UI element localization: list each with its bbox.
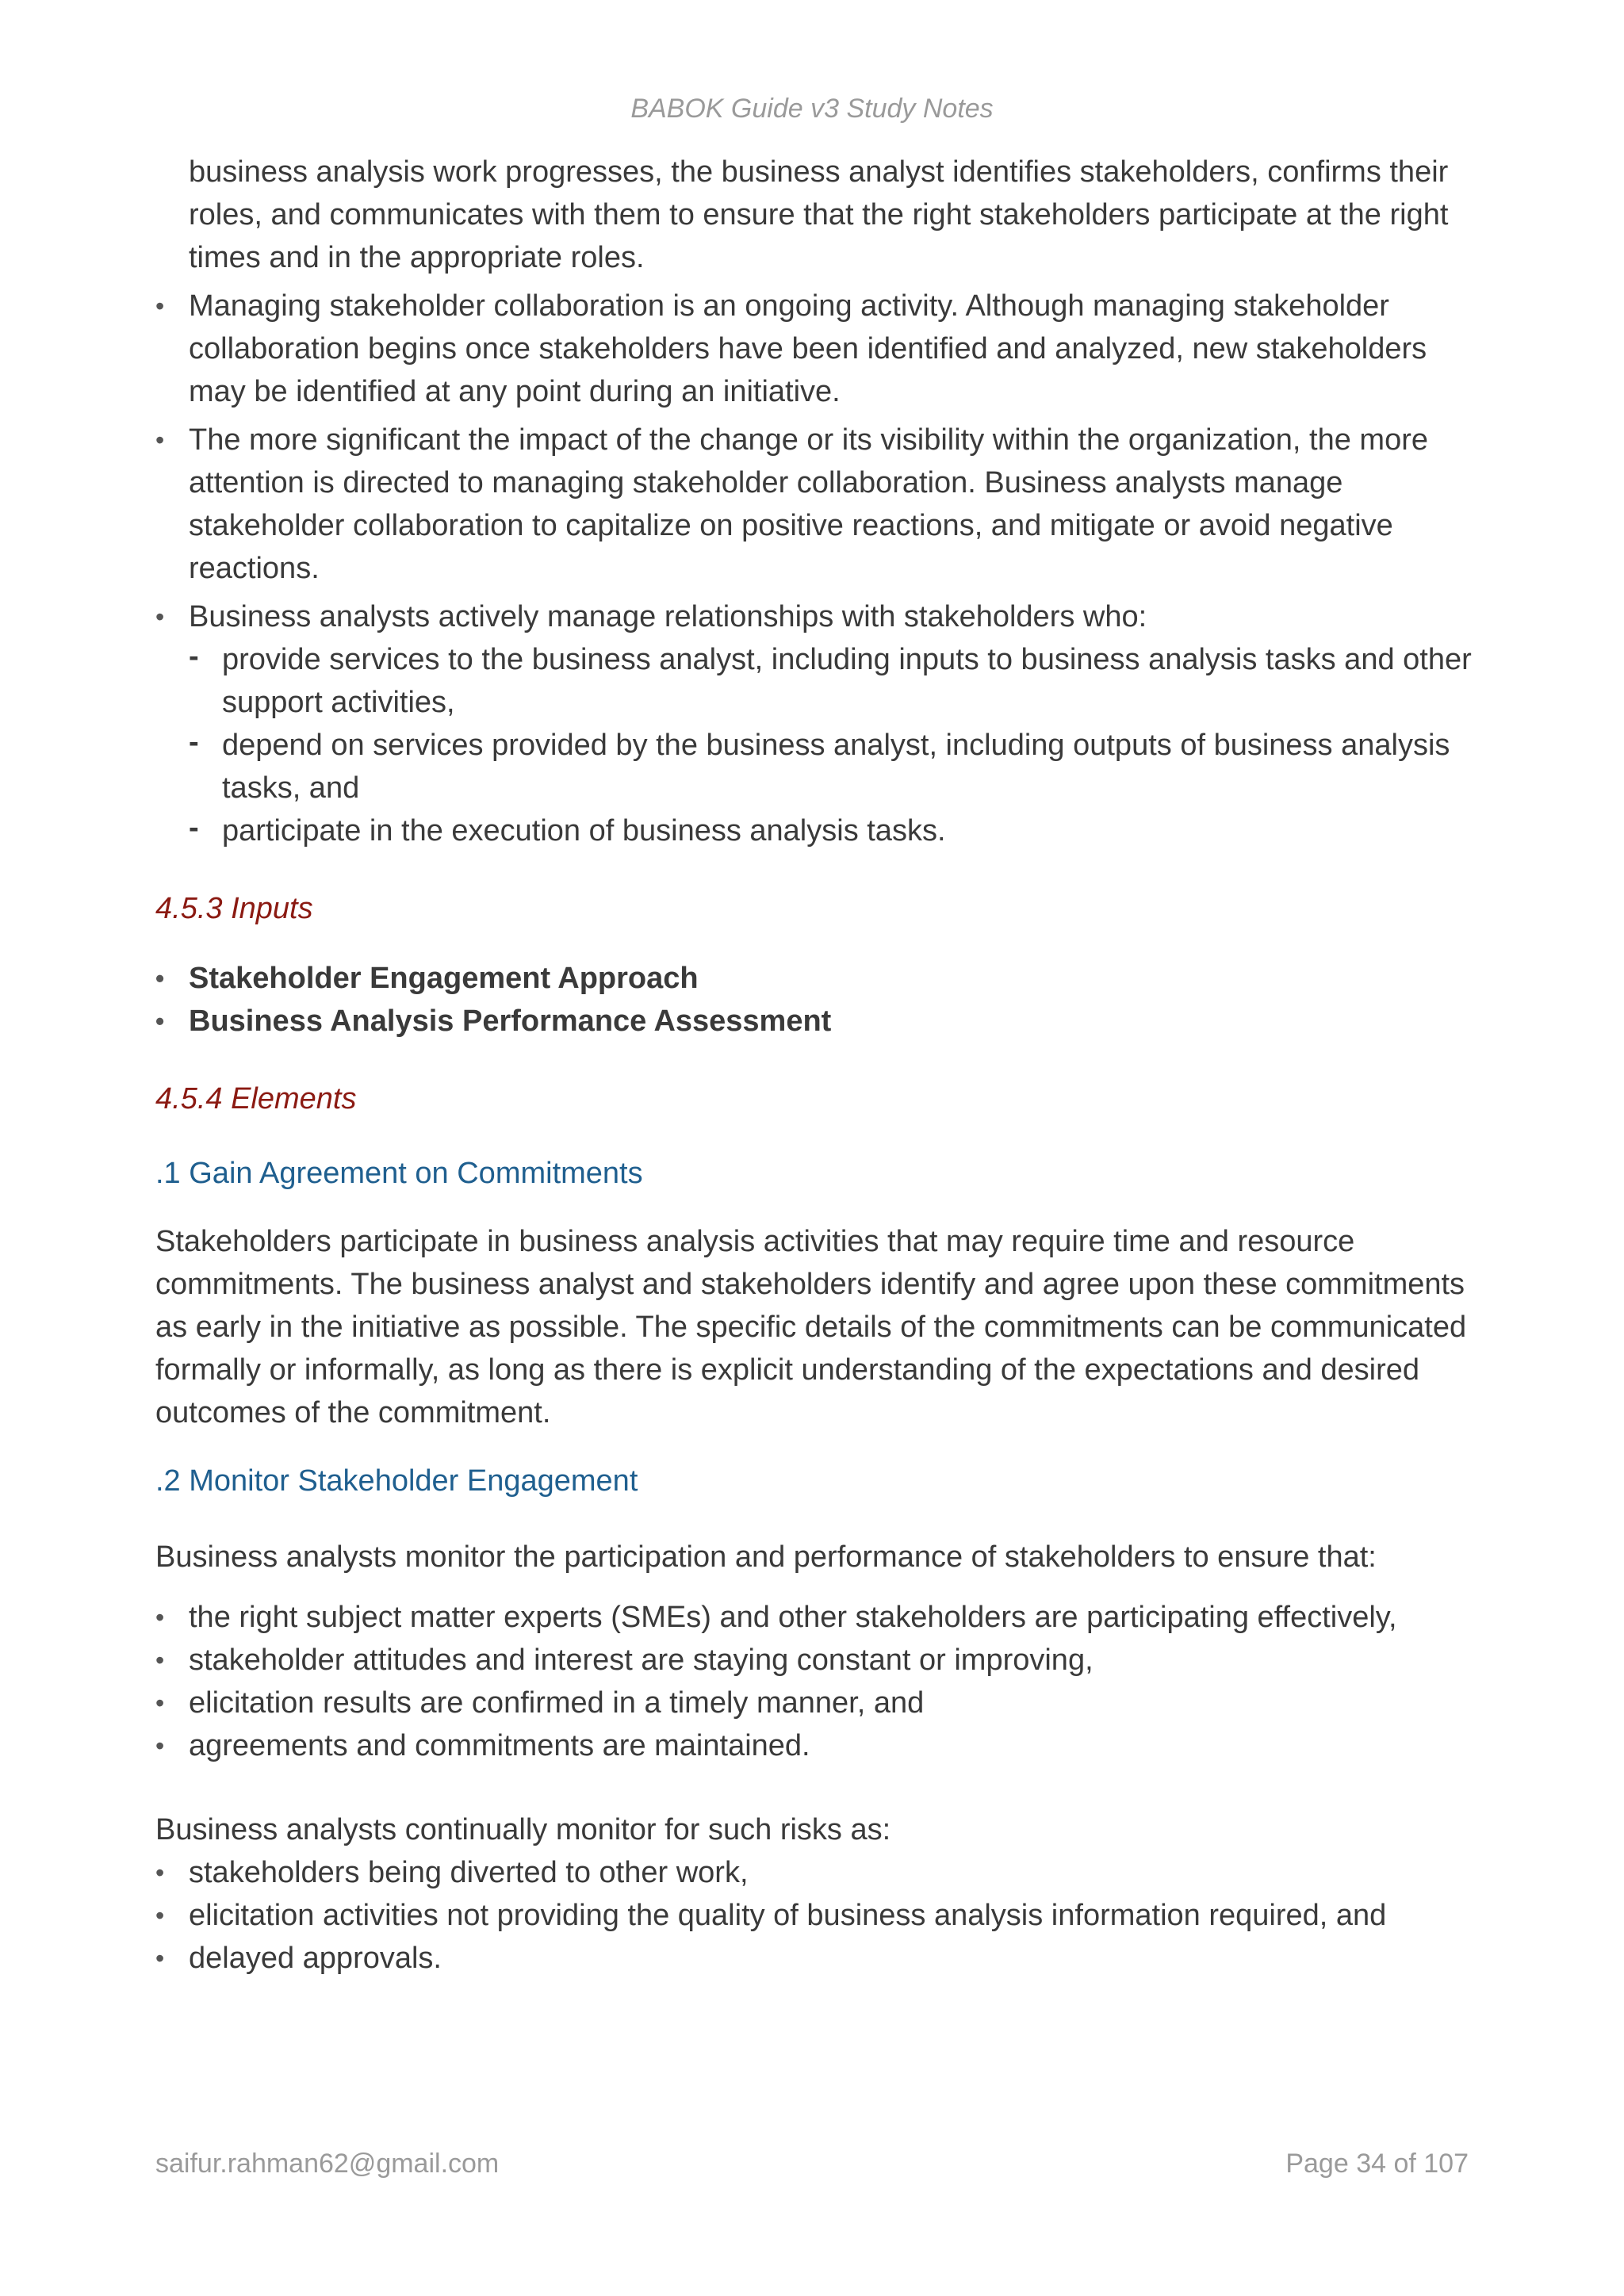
list-item: • elicitation results are confirmed in a timely manner, and (155, 1682, 1480, 1724)
footer-page-number: Page 34 of 107 (1285, 2149, 1469, 2179)
list-item: • stakeholder attitudes and interest are staying constant or improving, (155, 1639, 1480, 1682)
list-item-text: Business analysts actively manage relationships with stakeholders who: (189, 600, 1147, 633)
page-content (155, 151, 1480, 1980)
list-item: • stakeholders being diverted to other work, (155, 1851, 1480, 1894)
inputs-list (155, 957, 1480, 1043)
intro-list (155, 151, 1480, 852)
list-item (155, 595, 1480, 852)
list-item-continued: business analysis work progresses, the business analyst identifies stakeholders, confirms their roles, and communicates with them to ensure that the right stakeholders participate at the right times and in the appropriate roles. (189, 155, 1449, 274)
footer-email: saifur.rahman62@gmail.com (155, 2149, 500, 2179)
list-item: • agreements and commitments are maintained. (155, 1724, 1480, 1767)
list-item: • delayed approvals. (155, 1937, 1480, 1980)
risks-intro: Business analysts continually monitor for such risks as: (155, 1813, 891, 1846)
sub-list-item: - depend on services provided by the business analyst, including outputs of business analysis tasks, and (189, 724, 1480, 809)
monitor-list (155, 1596, 1480, 1767)
list-item: • The more significant the impact of the change or its visibility within the organization, the more attention is directed to managing stakeholder collaboration. Business analysts manage stakeholder collaboration to capitalize on positive reactions, and mitigate or avoid negative reactions. (155, 419, 1480, 590)
monitor-heading: .2 Monitor Stakeholder Engagement (155, 1464, 638, 1498)
list-item: • the right subject matter experts (SMEs) and other stakeholders are participating effectively, (155, 1596, 1480, 1639)
monitor-intro: Business analysts monitor the participation and performance of stakeholders to ensure that: (155, 1540, 1377, 1574)
list-item: • Managing stakeholder collaboration is an ongoing activity. Although managing stakeholder collaboration begins once stakeholders have been identified and analyzed, new stakeholders may be identified at any point during an initiative. (155, 285, 1480, 413)
inputs-heading: 4.5.3 Inputs (155, 892, 313, 925)
risks-list (155, 1851, 1480, 1980)
sub-list (189, 638, 1480, 852)
sub-list-item: - provide services to the business analyst, including inputs to business analysis tasks and other support activities, (189, 638, 1480, 724)
list-item: • elicitation activities not providing the quality of business analysis information required, and (155, 1894, 1480, 1937)
gain-agreement-paragraph: Stakeholders participate in business analysis activities that may require time and resource commitments. The business analyst and stakeholders identify and agree upon these commitments as early in the initiative as possible. The specific details of the commitments can be communicated formally or informally, as long as there is explicit understanding of the expectations and desired outcomes of the commitment. (155, 1225, 1467, 1429)
page-header: BABOK Guide v3 Study Notes (630, 94, 994, 124)
list-item: • Stakeholder Engagement Approach (155, 957, 1480, 1000)
sub-list-item: - participate in the execution of business analysis tasks. (189, 809, 1480, 852)
list-item: • Business Analysis Performance Assessment (155, 1000, 1480, 1043)
gain-agreement-heading: .1 Gain Agreement on Commitments (155, 1157, 643, 1190)
elements-heading: 4.5.4 Elements (155, 1082, 357, 1115)
